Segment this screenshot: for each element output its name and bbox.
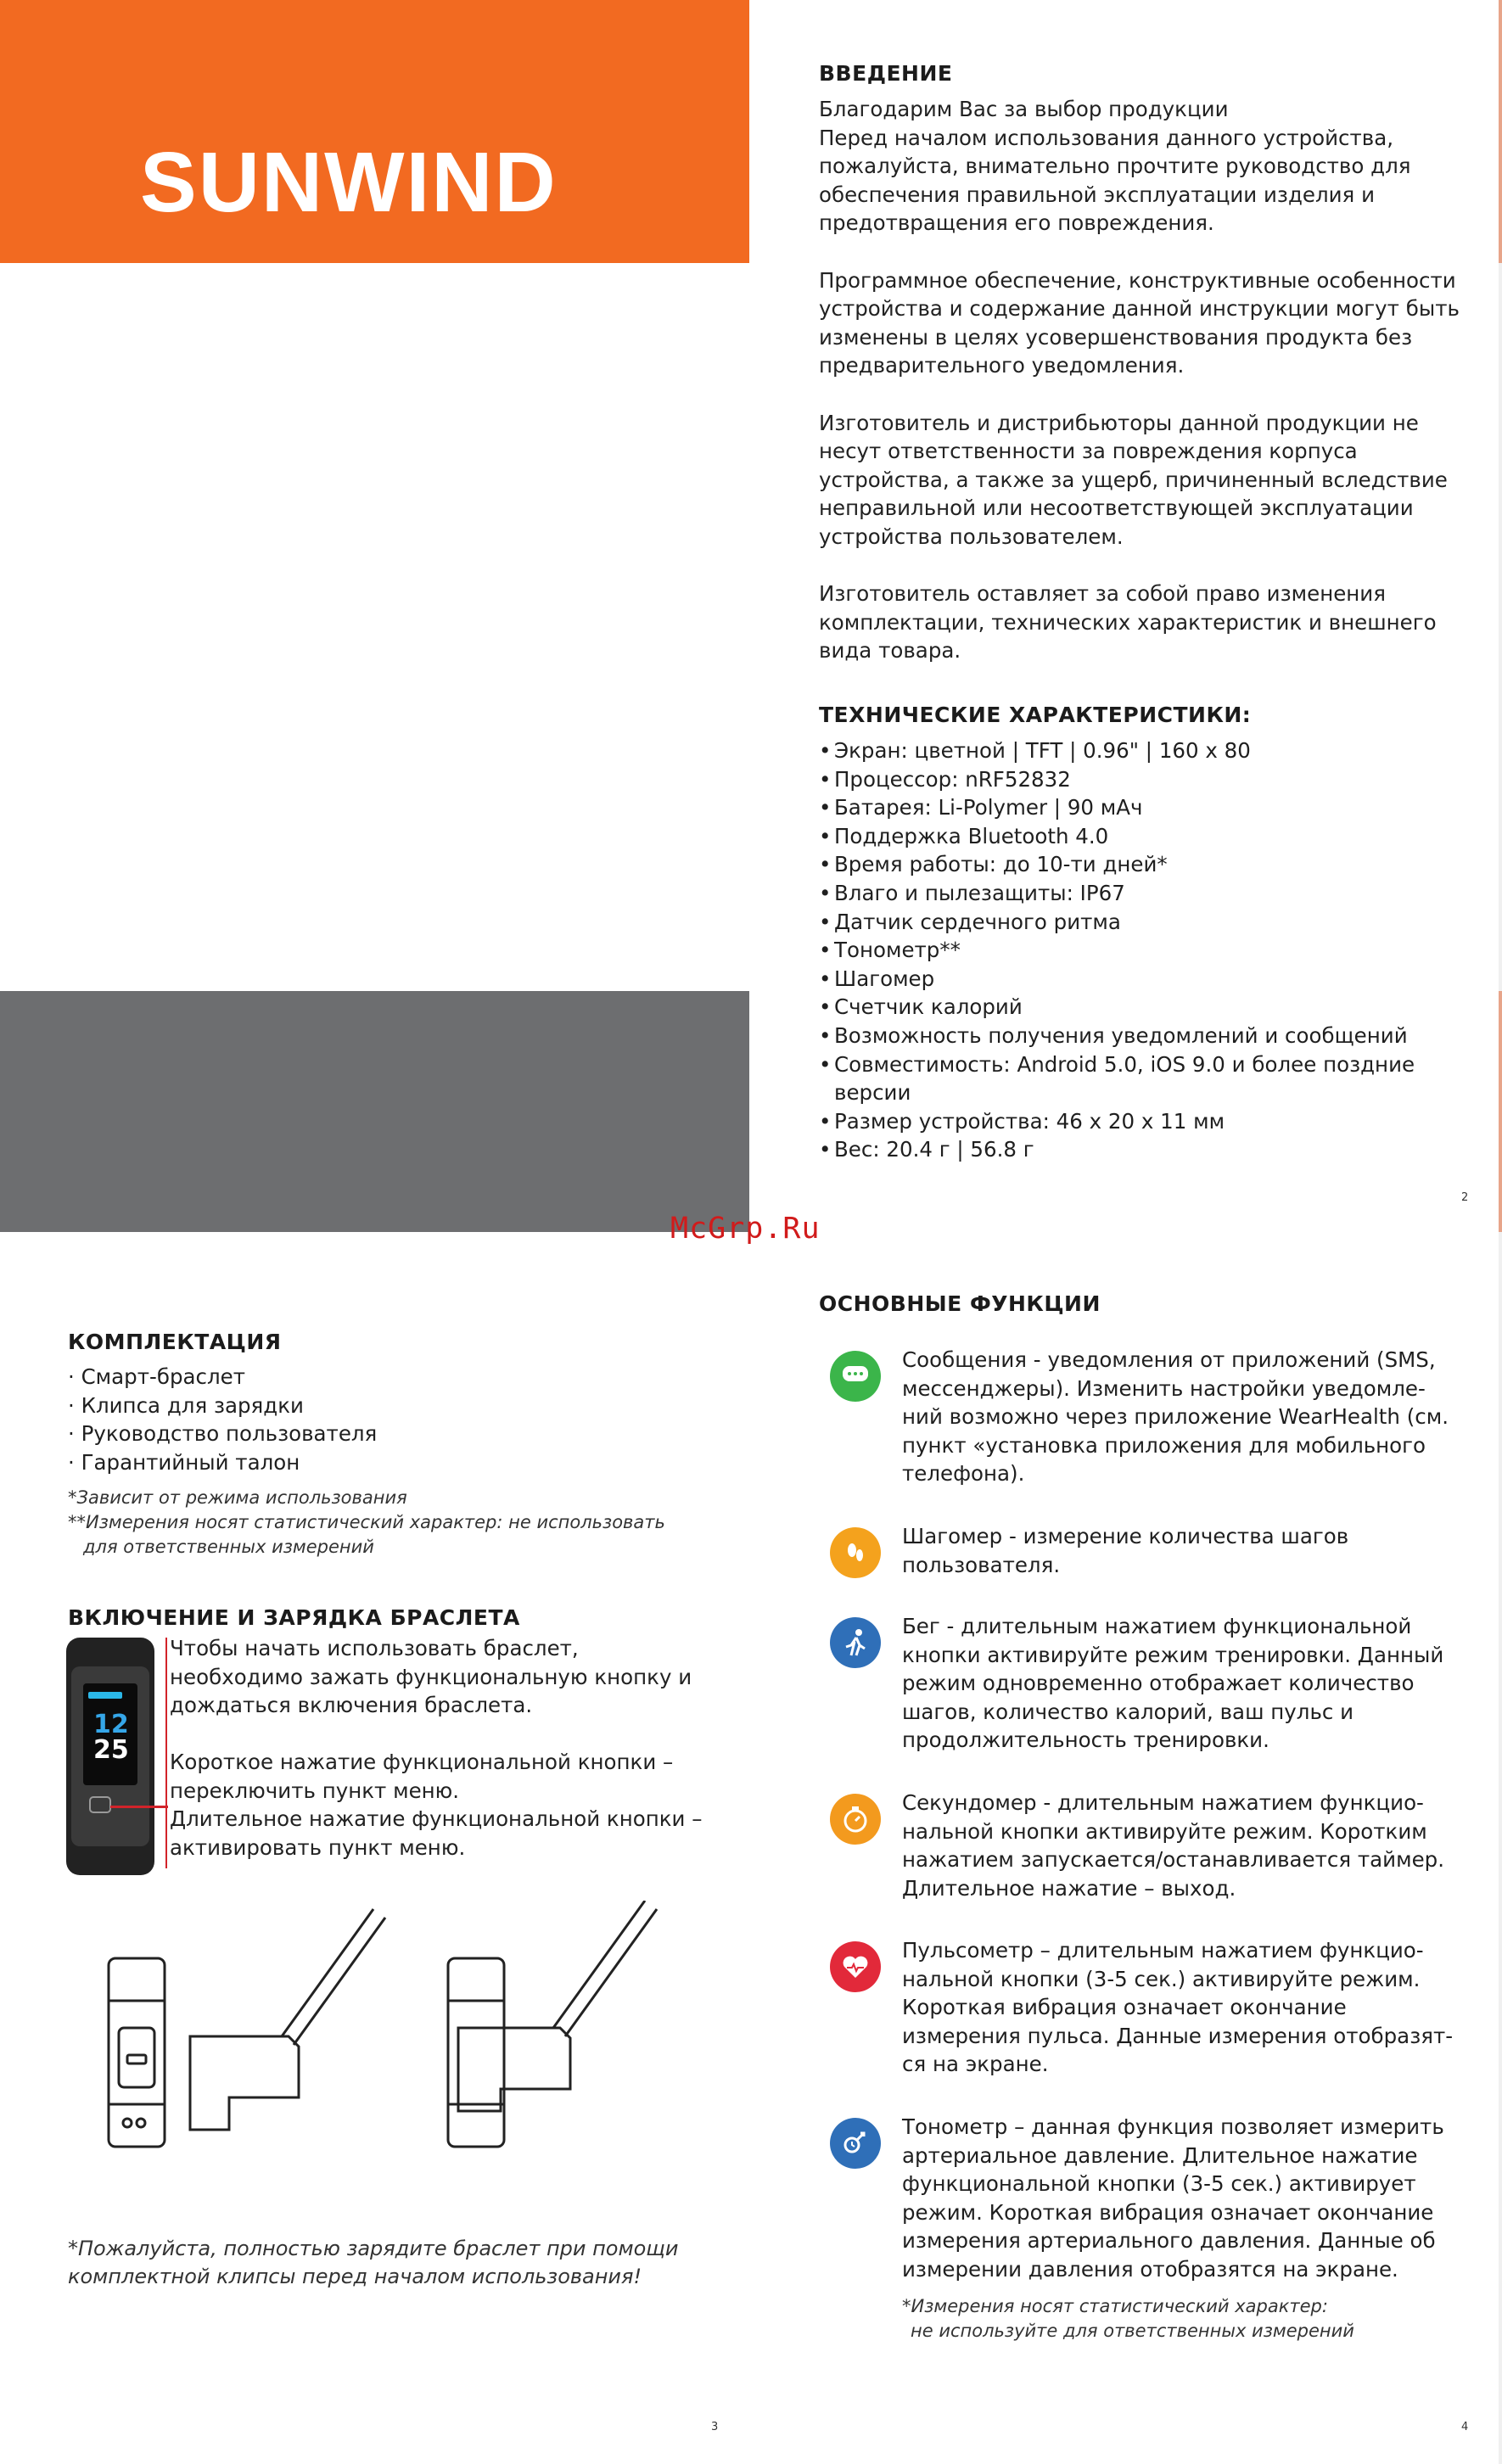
footsteps-icon [830, 1527, 881, 1578]
kit-item: · Смарт-браслет [68, 1363, 377, 1392]
intro-paragraph: Программное обеспечение, конструктивные особенности устройства и содержание данной инструкции могут быть изменены в целях усовершенствования продукта без предварительного уведомления. [819, 267, 1460, 378]
function-text: Тонометр – данная функция позволяет измерить артериальное давление. Длительное нажатие функциональной кнопки (3-5 сек.) активирует режим. Короткая вибрация означает окончание измерения артериального давления. Данные об измерении давления отобразятся на экране. [902, 2114, 1444, 2282]
gray-panel [0, 991, 749, 1232]
spec-item: • Тонометр** [819, 936, 1415, 965]
spec-item: • Экран: цветной | TFT | 0.96" | 160 x 80 [819, 736, 1415, 765]
functions-note: *Измерения носят статистический характер: не используйте для ответственных измерений [902, 2296, 1354, 2341]
page-edge [1499, 0, 1502, 2464]
spec-item: • Совместимость: Android 5.0, iOS 9.0 и более поздние [819, 1050, 1415, 1079]
function-text: Пульсометр – длительным нажатием функцио- нальной кнопки (3-5 сек.) активируйте режим. Короткая вибрация означает окончание измерения пульса. Данные измерения отобразят- ся на экране. [902, 1938, 1454, 2077]
charging-diagram-before [102, 1901, 407, 2155]
bracelet-screen-hours: 12 [93, 1710, 129, 1739]
page-number: 3 [711, 2421, 719, 2433]
functions-heading: ОСНОВНЫЕ ФУНКЦИИ [819, 1291, 1101, 1316]
spec-item: • Счетчик калорий [819, 993, 1415, 1022]
function-text: Шагомер - измерение количества шагов пользователя. [902, 1524, 1349, 1577]
charging-diagram-after [441, 1901, 696, 2155]
specs-list [819, 736, 1415, 1164]
spec-item: • Размер устройства: 46 x 20 x 11 мм [819, 1107, 1415, 1136]
spec-item: • Время работы: до 10-ти дней* [819, 850, 1415, 879]
bracelet-screen-minutes: 25 [93, 1735, 129, 1765]
intro-paragraph: Изготовитель и дистрибьюторы данной продукции не несут ответственности за повреждения корпуса устройства, а также за ущерб, причиненный вследствие неправильной или несоответствующей эксплуатации устройства пользователем. [819, 410, 1448, 549]
kit-item: · Гарантийный талон [68, 1448, 377, 1477]
function-text: Бег - длительным нажатием функциональной кнопки активируйте режим тренировки. Данный режим одновременно отображает количество шагов, количество калорий, ваш пульс и продолжительность тренировки. [902, 1614, 1444, 1753]
page-edge-mark [1499, 0, 1502, 263]
intro-paragraph: Благодарим Вас за выбор продукции Перед началом использования данного устройства, пожалуйста, внимательно прочтите руководство для обеспечения правильной эксплуатации изделия и предотвращения его повреждения. [819, 97, 1411, 236]
intro-text [819, 95, 1464, 693]
power-text-2: Короткое нажатие функциональной кнопки – переключить пункт меню. Длительное нажатие функциональной кнопки – активировать пункт меню. [170, 1750, 703, 1860]
function-text: Секундомер - длительным нажатием функцио- нальной кнопки активируйте режим. Коротким нажатием запускается/останавливается таймер. Длительное нажатие – выход. [902, 1790, 1444, 1901]
kit-item: · Клипса для зарядки [68, 1392, 377, 1420]
message-icon [830, 1351, 881, 1402]
spec-item: • Шагомер [819, 965, 1415, 994]
page-number: 2 [1461, 1191, 1469, 1204]
charging-footnote: *Пожалуйста, полностью зарядите браслет при помощи комплектной клипсы перед началом использования! [68, 2237, 679, 2288]
kit-notes: *Зависит от режима использования **Измерения носят статистический характер: не использовать для ответственных измерений [68, 1487, 665, 1557]
kit-list [68, 1363, 377, 1476]
watermark: McGrp.Ru [670, 1212, 821, 1246]
page-number: 4 [1461, 2421, 1469, 2433]
callout-bar [165, 1638, 167, 1868]
intro-heading: ВВЕДЕНИЕ [819, 61, 953, 86]
heart-icon [830, 1941, 881, 1992]
spec-item: • Датчик сердечного ритма [819, 908, 1415, 937]
brand-logo: SUNWIND [140, 135, 558, 230]
spec-item: • Вес: 20.4 г | 56.8 г [819, 1135, 1415, 1164]
spec-item-continuation: версии [834, 1080, 911, 1106]
page-edge-mark [1499, 991, 1502, 1232]
blood-pressure-icon [830, 2118, 881, 2169]
spec-item: • Батарея: Li-Polymer | 90 мАч [819, 793, 1415, 822]
function-text: Сообщения - уведомления от приложений (SMS, мессенджеры). Изменить настройки уведомле- ний возможно через приложение WearHealth (см. пункт «установка приложения для мобильного телефона). [902, 1347, 1449, 1487]
kit-item: · Руководство пользователя [68, 1420, 377, 1448]
button-pointer-line [110, 1806, 168, 1808]
spec-item: • Поддержка Bluetooth 4.0 [819, 822, 1415, 851]
specs-heading: ТЕХНИЧЕСКИЕ ХАРАКТЕРИСТИКИ: [819, 703, 1252, 727]
power-heading: ВКЛЮЧЕНИЕ И ЗАРЯДКА БРАСЛЕТА [68, 1605, 520, 1630]
runner-icon [830, 1617, 881, 1668]
spec-item: • Возможность получения уведомлений и сообщений [819, 1022, 1415, 1050]
power-text-1: Чтобы начать использовать браслет, необходимо зажать функциональную кнопку и дождаться включения браслета. [170, 1636, 692, 1718]
spec-item: • Влаго и пылезащиты: IP67 [819, 879, 1415, 908]
stopwatch-icon [830, 1794, 881, 1845]
intro-paragraph: Изготовитель оставляет за собой право изменения комплектации, технических характеристик и внешнего вида товара. [819, 581, 1437, 664]
kit-heading: КОМПЛЕКТАЦИЯ [68, 1330, 282, 1354]
spec-item: • Процессор: nRF52832 [819, 765, 1415, 794]
